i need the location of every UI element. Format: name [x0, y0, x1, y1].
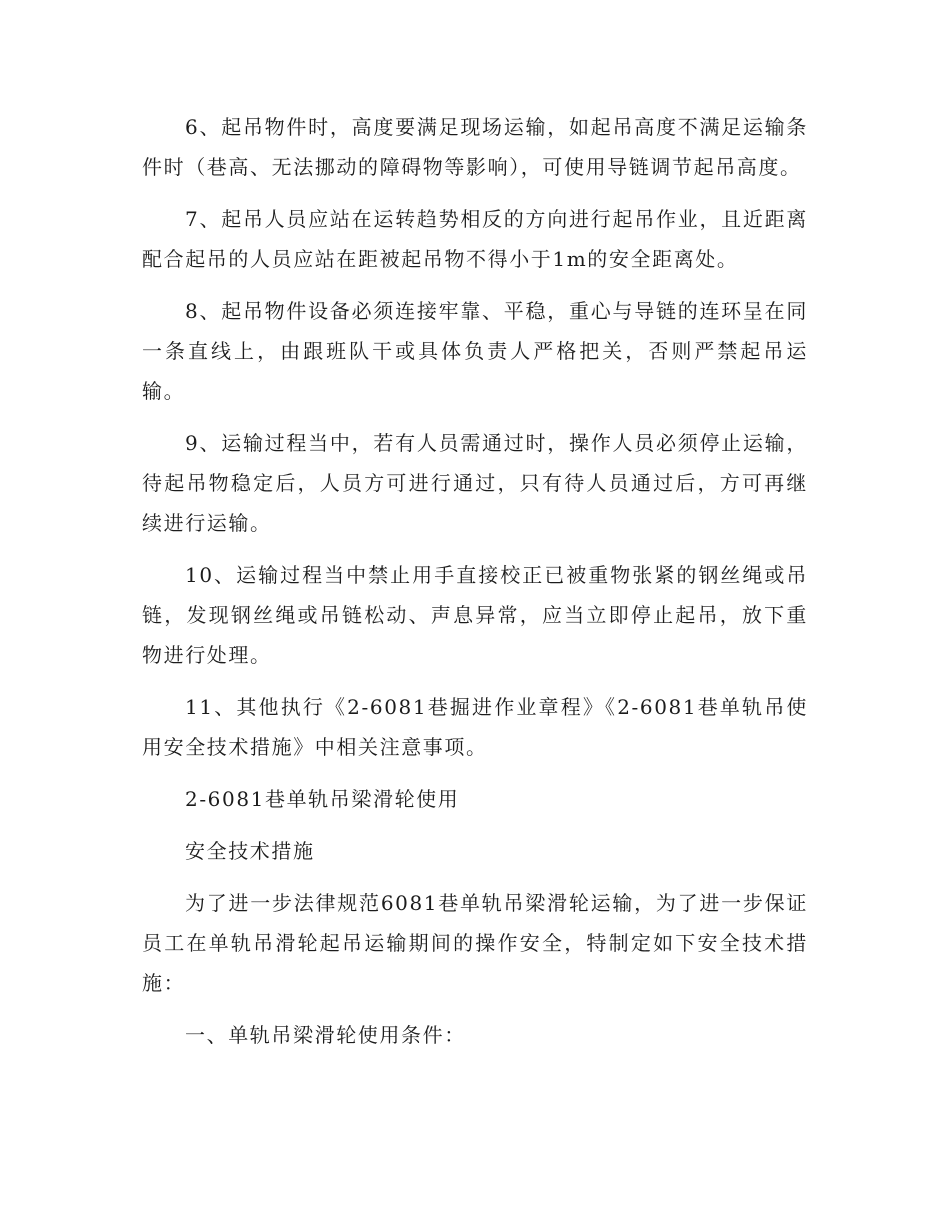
paragraph-item-10: 10、运输过程当中禁止用手直接校正已被重物张紧的钢丝绳或吊链，发现钢丝绳或吊链松动、声息异常，应当立即停止起吊，放下重物进行处理。: [142, 563, 808, 667]
intro-paragraph: 为了进一步法律规范6081巷单轨吊梁滑轮运输，为了进一步保证员工在单轨吊滑轮起吊运输期间的操作安全，特制定如下安全技术措施：: [142, 891, 808, 995]
section-subheading: 安全技术措施: [185, 839, 315, 863]
paragraph-item-11: 11、其他执行《2-6081巷掘进作业章程》《2-6081巷单轨吊使用安全技术措施》中相关注意事项。: [142, 695, 808, 759]
paragraph-item-8: 8、起吊物件设备必须连接牢靠、平稳，重心与导链的连环呈在同一条直线上，由跟班队干或具体负责人严格把关，否则严禁起吊运输。: [142, 299, 808, 403]
chapter-heading: 一、单轨吊梁滑轮使用条件：: [185, 1023, 466, 1047]
paragraph-item-6: 6、起吊物件时，高度要满足现场运输，如起吊高度不满足运输条件时（巷高、无法挪动的障碍物等影响），可使用导链调节起吊高度。: [142, 115, 808, 179]
section-heading: 2-6081巷单轨吊梁滑轮使用: [185, 787, 460, 811]
paragraph-item-9: 9、运输过程当中，若有人员需通过时，操作人员必须停止运输，待起吊物稳定后，人员方可进行通过，只有待人员通过后，方可再继续进行运输。: [142, 431, 808, 535]
document-body: [142, 107, 808, 1067]
paragraph-item-7: 7、起吊人员应站在运转趋势相反的方向进行起吊作业，且近距离配合起吊的人员应站在距被起吊物不得小于1m的安全距离处。: [142, 207, 808, 271]
